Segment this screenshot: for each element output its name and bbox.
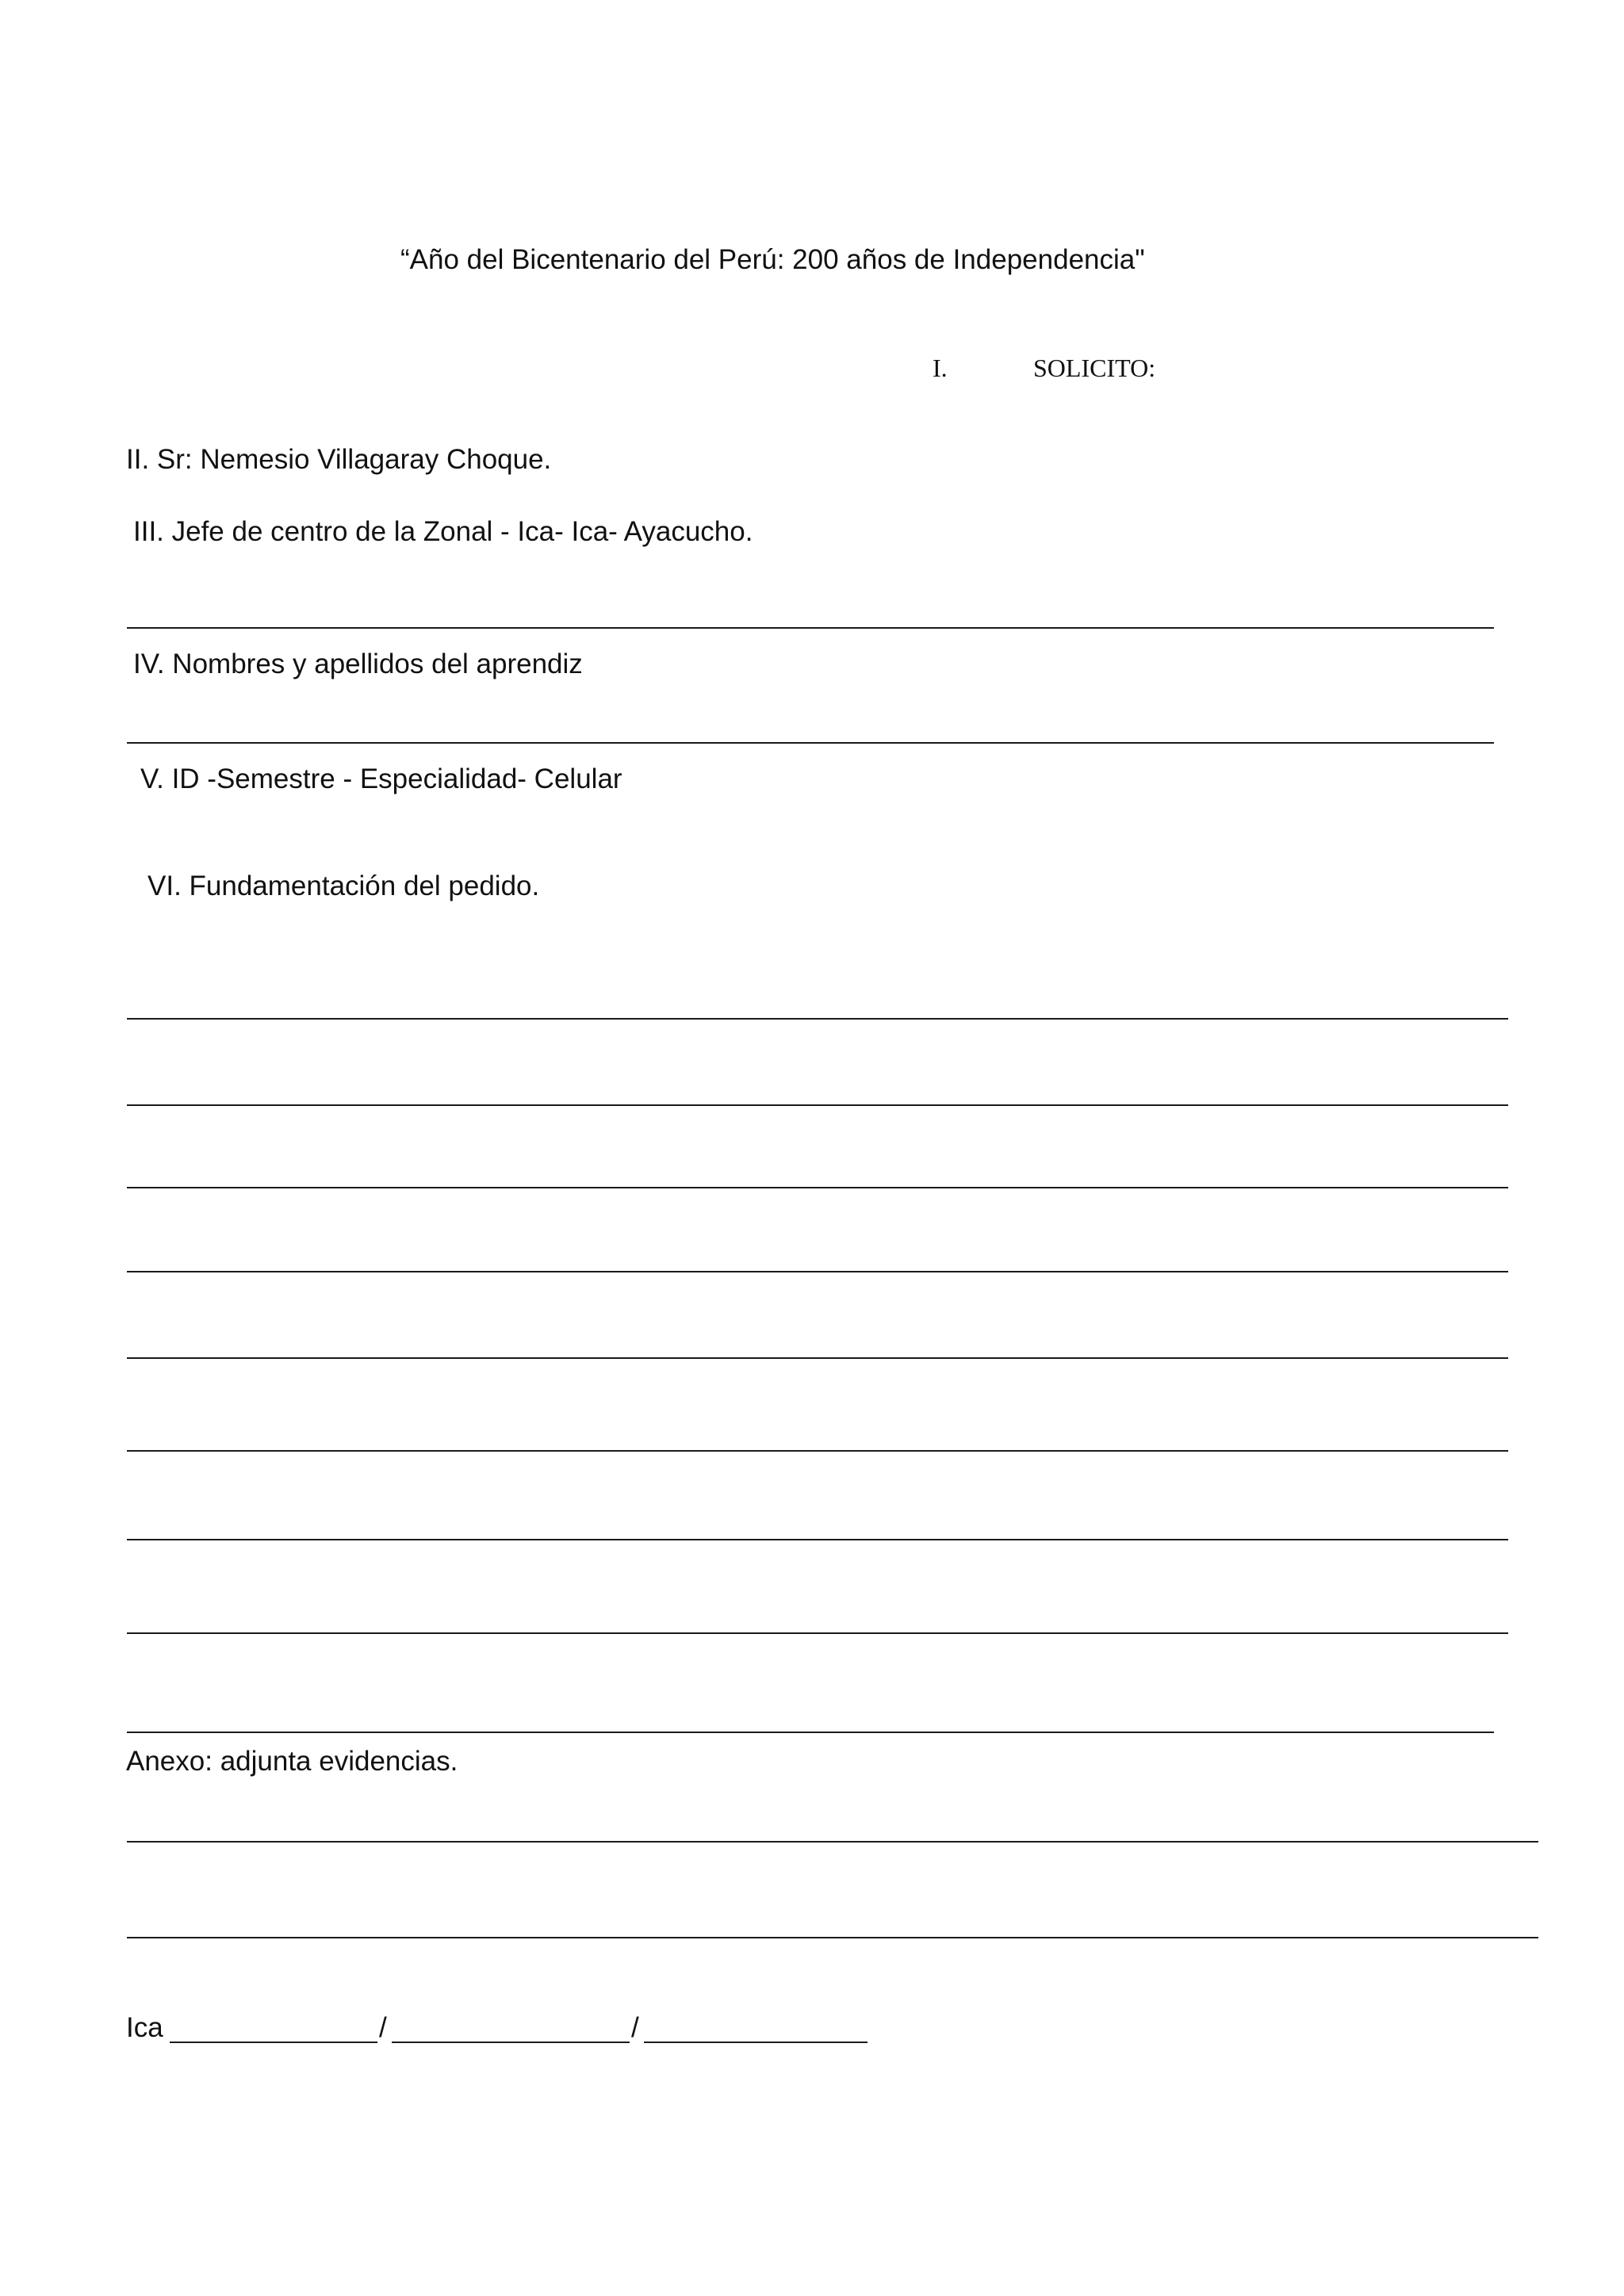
blank-line-reason[interactable] (127, 1539, 1508, 1540)
header-motto: “Año del Bicentenario del Perú: 200 años de Independencia" (400, 244, 1145, 275)
blank-line-names[interactable] (127, 627, 1494, 629)
field-label-id: V. ID -Semestre - Especialidad- Celular (140, 763, 622, 794)
blank-line-annex[interactable] (127, 1841, 1538, 1843)
field-label-names: IV. Nombres y apellidos del aprendiz (133, 649, 583, 679)
blank-line-reason[interactable] (127, 1632, 1508, 1634)
blank-line-reason[interactable] (127, 1357, 1508, 1359)
addressee-title: III. Jefe de centro de la Zonal - Ica- Ica- Ayacucho. (133, 516, 753, 547)
date-year-blank[interactable] (644, 2042, 868, 2043)
blank-line-reason[interactable] (127, 1187, 1508, 1188)
blank-line-reason[interactable] (127, 1104, 1508, 1106)
blank-line-reason[interactable] (127, 1018, 1508, 1020)
date-separator: / (631, 2012, 639, 2043)
addressee-name: II. Sr: Nemesio Villagaray Choque. (126, 444, 552, 475)
subject-label: SOLICITO: (1033, 354, 1156, 382)
blank-line-id[interactable] (127, 742, 1494, 744)
date-place: Ica (126, 2012, 163, 2043)
blank-line-reason[interactable] (127, 1271, 1508, 1272)
date-day-blank[interactable] (170, 2042, 377, 2043)
date-separator: / (379, 2012, 387, 2043)
annex-label: Anexo: adjunta evidencias. (126, 1746, 458, 1777)
blank-line-reason[interactable] (127, 1450, 1508, 1452)
blank-line-reason[interactable] (127, 1732, 1494, 1733)
subject-number: I. (933, 354, 948, 382)
field-label-reason: VI. Fundamentación del pedido. (147, 871, 540, 901)
date-month-blank[interactable] (392, 2042, 630, 2043)
blank-line-annex[interactable] (127, 1937, 1538, 1938)
